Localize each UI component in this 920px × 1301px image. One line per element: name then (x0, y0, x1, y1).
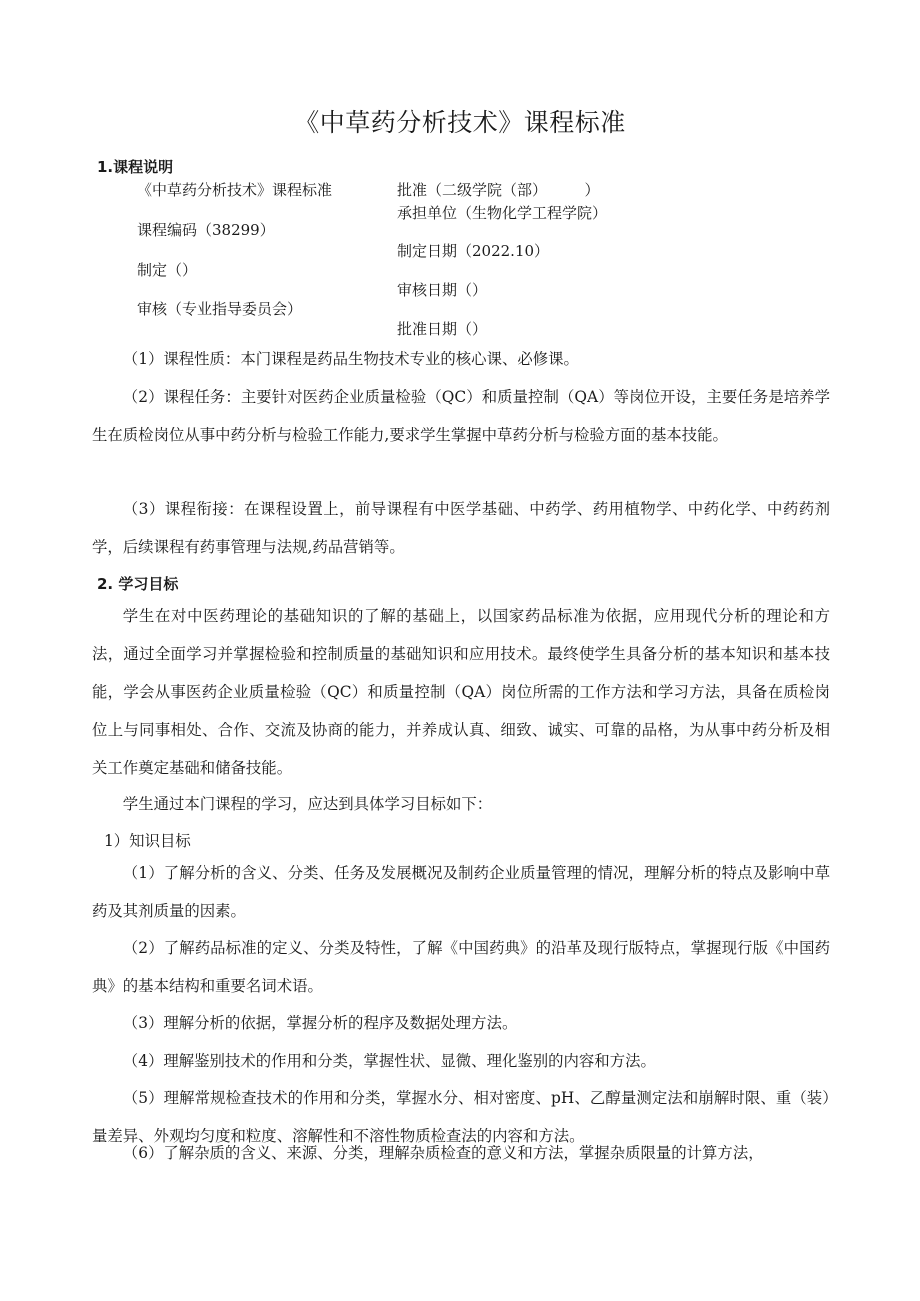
section-heading-learning-goals: 2. 学习目标 (97, 575, 179, 593)
meta-reviewed-by: 审核（专业指导委员会） (137, 300, 303, 318)
section-heading-course-description: 1.课程说明 (97, 158, 174, 176)
page-title: 《中草药分析技术》课程标准 (294, 108, 626, 137)
meta-course-code: 课程编码（38299） (137, 221, 275, 239)
paragraph-course-nature: （1）课程性质：本门课程是药品生物技术专业的核心课、必修课。 (122, 350, 579, 368)
paragraph-goal-lead: 学生通过本门课程的学习，应达到具体学习目标如下： (122, 795, 493, 813)
meta-course-name: 《中草药分析技术》课程标准 (137, 181, 333, 199)
knowledge-goal-5: （5）理解常规检查技术的作用和分类，掌握水分、相对密度、pH、乙醇量测定法和崩解时限、重（装）量差异、外观均匀度和粒度、溶解性和不溶性物质检查法的内容和方法。 (92, 1089, 830, 1145)
knowledge-goal-6: （6）了解杂质的含义、来源、分类，理解杂质检查的意义和方法，掌握杂质限量的计算方法， (122, 1144, 764, 1162)
meta-made-by: 制定（） (137, 261, 198, 279)
knowledge-goal-1: （1）了解分析的含义、分类、任务及发展概况及制药企业质量管理的情况，理解分析的特点及影响中草药及其剂质量的因素。 (92, 864, 830, 920)
subheading-knowledge-goals: 1）知识目标 (104, 832, 191, 850)
paragraph-course-task: （2）课程任务：主要针对医药企业质量检验（QC）和质量控制（QA）等岗位开设，主要任务是培养学生在质检岗位从事中药分析与检验工作能力,要求学生掌握中草药分析与检验方面的基本技能。 (92, 388, 830, 444)
paragraph-goal-intro: 学生在对中医药理论的基础知识的了解的基础上，以国家药品标准为依据，应用现代分析的理论和方法，通过全面学习并掌握检验和控制质量的基础知识和应用技术。最终使学生具备分析的基本知识和基本技能，学会从事医药企业质量检验（QC）和质量控制（QA）岗位所需的工作方法和学习方法，具备在质检岗位上与同事相处、合作、交流及协商的能力，并养成认真、细致、诚实、可靠的品格，为从事中药分析及相关工作奠定基础和储备技能。 (92, 607, 830, 777)
knowledge-goal-2: （2）了解药品标准的定义、分类及特性，了解《中国药典》的沿革及现行版特点，掌握现行版《中国药典》的基本结构和重要名词术语。 (92, 939, 830, 995)
meta-approved-by: 批准（二级学院（部） ） (397, 181, 600, 199)
knowledge-goal-3: （3）理解分析的依据，掌握分析的程序及数据处理方法。 (122, 1014, 518, 1032)
meta-unit: 承担单位（生物化学工程学院） (397, 204, 608, 222)
paragraph-course-link: （3）课程衔接：在课程设置上，前导课程有中医学基础、中药学、药用植物学、中药化学、中药药剂学，后续课程有药事管理与法规,药品营销等。 (92, 500, 830, 556)
knowledge-goal-4: （4）理解鉴别技术的作用和分类，掌握性状、显微、理化鉴别的内容和方法。 (122, 1052, 656, 1070)
meta-review-date: 审核日期（） (397, 281, 488, 299)
meta-made-date: 制定日期（2022.10） (397, 242, 550, 260)
meta-approve-date: 批准日期（） (397, 320, 488, 338)
